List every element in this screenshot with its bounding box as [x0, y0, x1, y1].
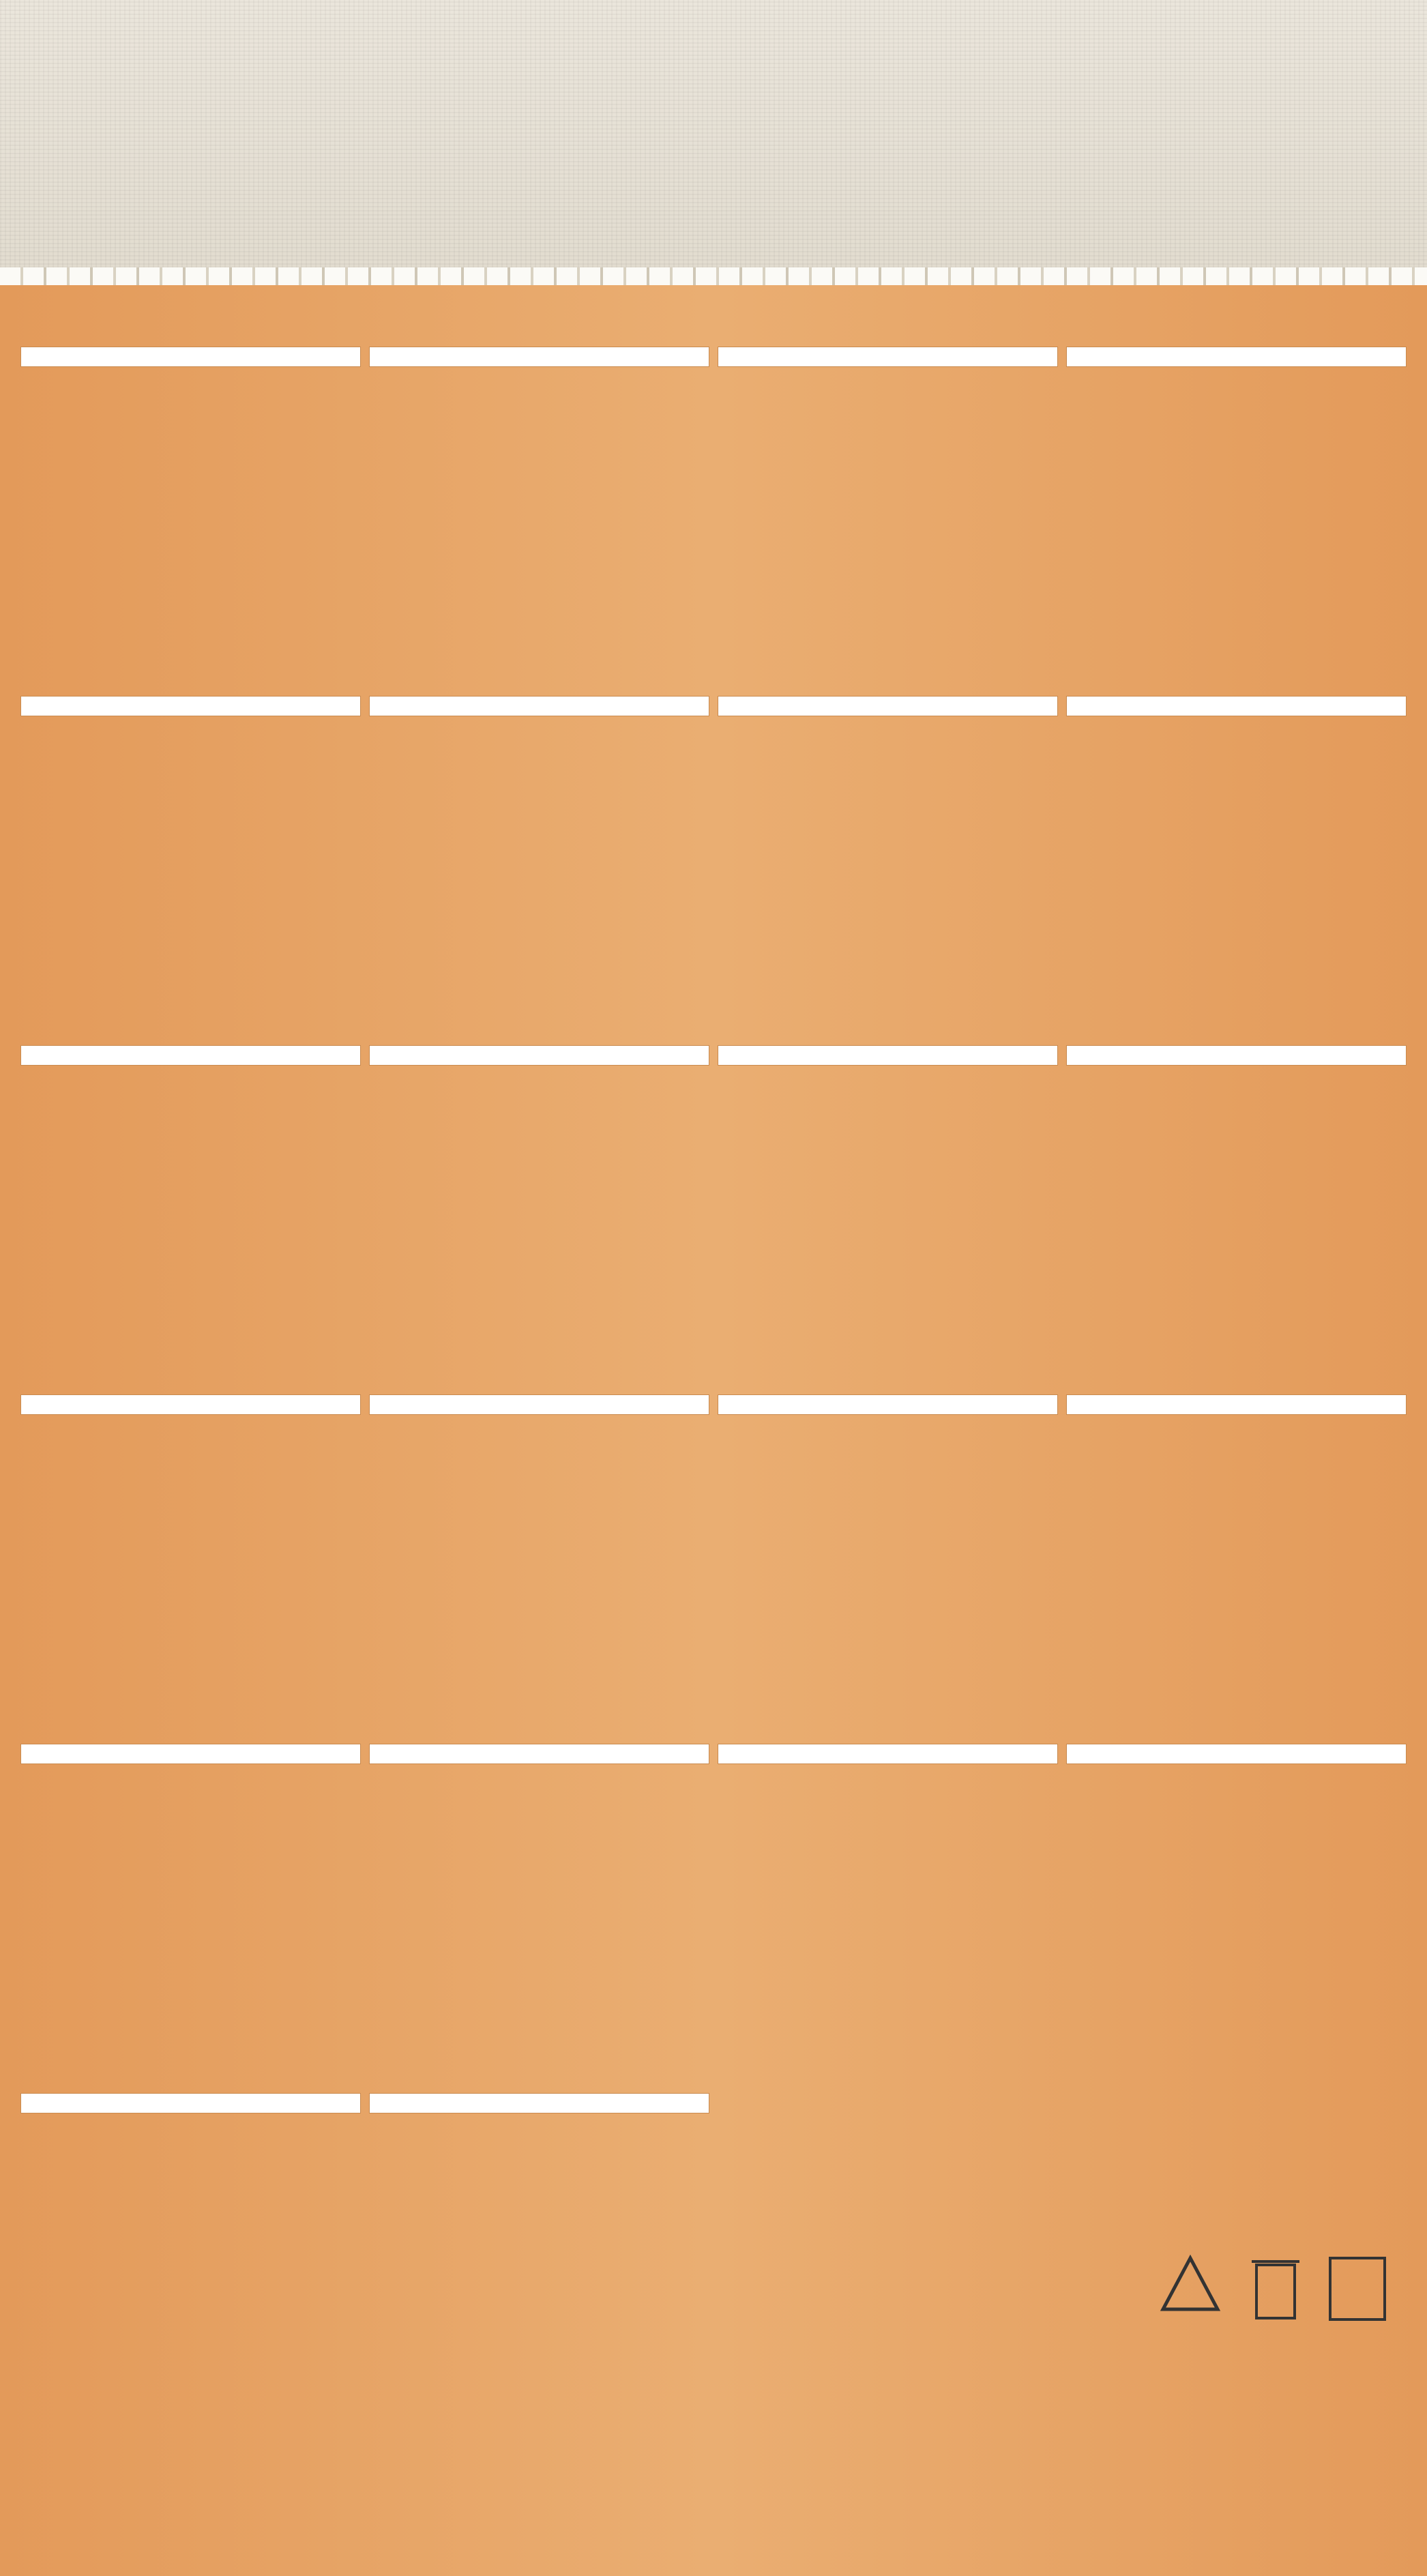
- panel-body: [369, 716, 709, 727]
- panel-header: [718, 696, 1058, 716]
- language-panel: [369, 1744, 709, 2085]
- panel-body: [1066, 1415, 1407, 1426]
- panel-body: [20, 2113, 361, 2124]
- panel-body: [369, 1066, 709, 1077]
- language-panel: [369, 696, 709, 1037]
- language-panel: [1066, 1744, 1407, 2085]
- language-panels-grid: [20, 347, 1407, 2434]
- language-panel: [369, 347, 709, 688]
- language-panel: [20, 696, 361, 1037]
- disposal-icons: [1153, 2251, 1407, 2524]
- language-panel: [369, 1045, 709, 1386]
- panel-header: [1066, 1394, 1407, 1415]
- language-panel: [369, 1394, 709, 1736]
- language-panel: [1066, 347, 1407, 688]
- panel-body: [369, 2113, 709, 2124]
- language-panel: [718, 347, 1058, 688]
- panel-header: [20, 696, 361, 716]
- panel-body: [718, 716, 1058, 727]
- panel-body: [369, 367, 709, 378]
- panel-body: [1066, 1066, 1407, 1077]
- language-panel: [20, 1394, 361, 1736]
- language-panel: [369, 2093, 709, 2434]
- seam-stitching: [0, 267, 1427, 285]
- language-panel: [20, 2093, 361, 2434]
- panel-body: [20, 716, 361, 727]
- panel-header: [369, 347, 709, 367]
- panel-header: [20, 1394, 361, 1415]
- language-panel: [20, 1744, 361, 2085]
- panel-header: [1066, 1045, 1407, 1066]
- recycling-icon: [1153, 2251, 1228, 2326]
- panel-header: [20, 1045, 361, 1066]
- panel-header: [1066, 1744, 1407, 1764]
- panel-body: [20, 367, 361, 378]
- panel-header: [20, 1744, 361, 1764]
- panel-body: [718, 1764, 1058, 1775]
- panel-header: [1066, 696, 1407, 716]
- panel-header: [369, 1394, 709, 1415]
- language-panel: [718, 1045, 1058, 1386]
- panel-body: [718, 1066, 1058, 1077]
- panel-body: [1066, 367, 1407, 378]
- language-panel: [20, 1045, 361, 1386]
- packaging-top-band: [0, 0, 1427, 285]
- material-icon: [1323, 2251, 1392, 2326]
- panel-header: [369, 696, 709, 716]
- panel-header: [1066, 347, 1407, 367]
- panel-header: [20, 2093, 361, 2113]
- bin-icon: [1248, 2251, 1303, 2326]
- language-panel: [718, 696, 1058, 1037]
- panel-body: [369, 1415, 709, 1426]
- panel-header: [718, 347, 1058, 367]
- language-panel: [20, 347, 361, 688]
- panel-body: [369, 1764, 709, 1775]
- panel-header: [369, 1045, 709, 1066]
- panel-body: [718, 367, 1058, 378]
- panel-body: [20, 1415, 361, 1426]
- panel-header: [369, 1744, 709, 1764]
- panel-header: [369, 2093, 709, 2113]
- language-panel: [718, 1394, 1058, 1736]
- language-panel: [718, 1744, 1058, 2085]
- panel-body: [1066, 1764, 1407, 1775]
- panel-body: [20, 1764, 361, 1775]
- panel-body: [20, 1066, 361, 1077]
- panel-header: [20, 347, 361, 367]
- language-panel: [1066, 1394, 1407, 1736]
- panel-header: [718, 1045, 1058, 1066]
- panel-body: [718, 1415, 1058, 1426]
- language-panel: [1066, 1045, 1407, 1386]
- panel-header: [718, 1744, 1058, 1764]
- language-panel: [1066, 696, 1407, 1037]
- panel-body: [1066, 716, 1407, 727]
- panel-header: [718, 1394, 1058, 1415]
